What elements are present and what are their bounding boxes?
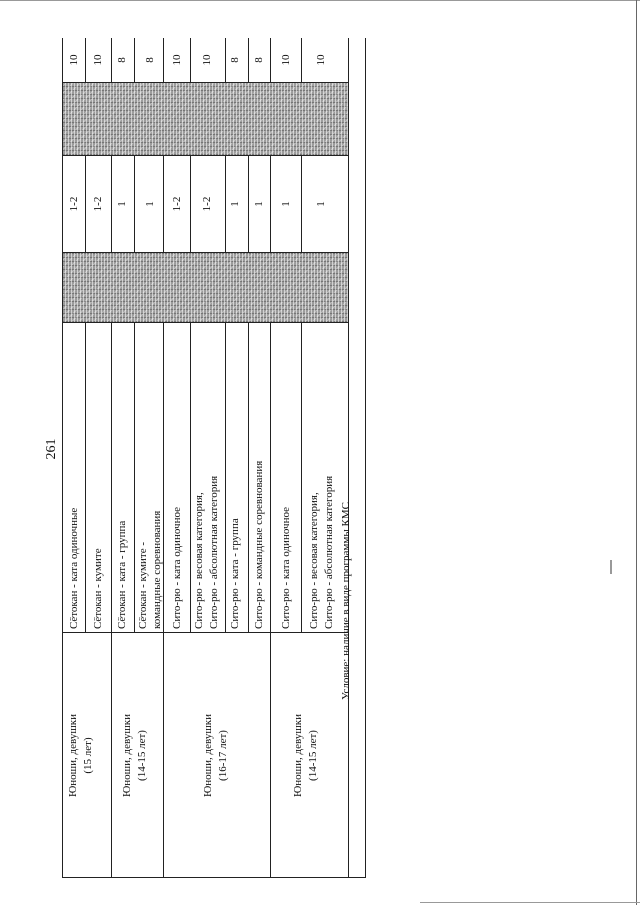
group-label: Юноши, девушки <box>202 713 214 798</box>
places-value: 1 <box>315 201 327 207</box>
discipline-name: Сётокан - кумите <box>92 548 104 629</box>
discipline-name: Сито-рю - весовая категория, <box>308 492 320 629</box>
group-divider-3 <box>270 38 271 878</box>
col-divider-discipline <box>63 322 348 323</box>
group-label: Юноши, девушки <box>67 713 79 798</box>
group-age: (14-15 лет) <box>136 730 148 781</box>
shaded-column-2 <box>63 83 348 155</box>
group-label: Юноши, девушки <box>292 713 304 798</box>
group-divider-1 <box>111 38 112 878</box>
participants-count: 8 <box>116 57 128 63</box>
participants-count: 8 <box>144 57 156 63</box>
discipline-name: Сётокан - ката - группа <box>116 520 128 629</box>
participants-count: 8 <box>253 57 265 63</box>
places-value: 1-2 <box>171 196 183 212</box>
discipline-name: Сётокан - кумите - <box>137 542 149 629</box>
discipline-name-cont: Сито-рю - абсолютная категория <box>208 475 220 629</box>
discipline-name: Сётокан - ката одиночные <box>68 507 80 629</box>
competition-table <box>62 38 366 878</box>
group-age: (16-17 лет) <box>217 730 229 781</box>
places-value: 1-2 <box>68 196 80 212</box>
participants-count: 10 <box>280 54 292 66</box>
places-value: 1 <box>253 201 265 207</box>
participants-count: 8 <box>229 57 241 63</box>
places-value: 1 <box>280 201 292 207</box>
discipline-name-cont: командные соревнования <box>151 510 163 629</box>
participants-count: 10 <box>92 54 104 66</box>
places-value: 1 <box>229 201 241 207</box>
discipline-name: Сито-рю - ката одиночное <box>171 507 183 629</box>
discipline-name: Сито-рю - ката одиночное <box>280 507 292 629</box>
participants-count: 10 <box>315 54 327 66</box>
table-bottom-divider <box>348 38 349 878</box>
condition-note: Условие: наличие в виде программы КМС <box>340 502 352 700</box>
participants-count: 10 <box>201 54 213 66</box>
discipline-name: Сито-рю - ката - группа <box>229 518 241 629</box>
discipline-name: Сито-рю - весовая категория, <box>193 492 205 629</box>
group-age: (14-15 лет) <box>307 730 319 781</box>
participants-count: 10 <box>171 54 183 66</box>
places-value: 1 <box>144 201 156 207</box>
group-age: (15 лет) <box>82 737 94 774</box>
discipline-name-cont: Сито-рю - абсолютная категория <box>323 475 335 629</box>
places-value: 1-2 <box>201 196 213 212</box>
places-value: 1-2 <box>92 196 104 212</box>
page-number: 261 <box>44 438 59 460</box>
group-label: Юноши, девушки <box>121 713 133 798</box>
participants-count: 10 <box>68 54 80 66</box>
discipline-name: Сито-рю - командные соревнования <box>253 460 265 629</box>
shaded-column-1 <box>63 253 348 322</box>
places-value: 1 <box>116 201 128 207</box>
